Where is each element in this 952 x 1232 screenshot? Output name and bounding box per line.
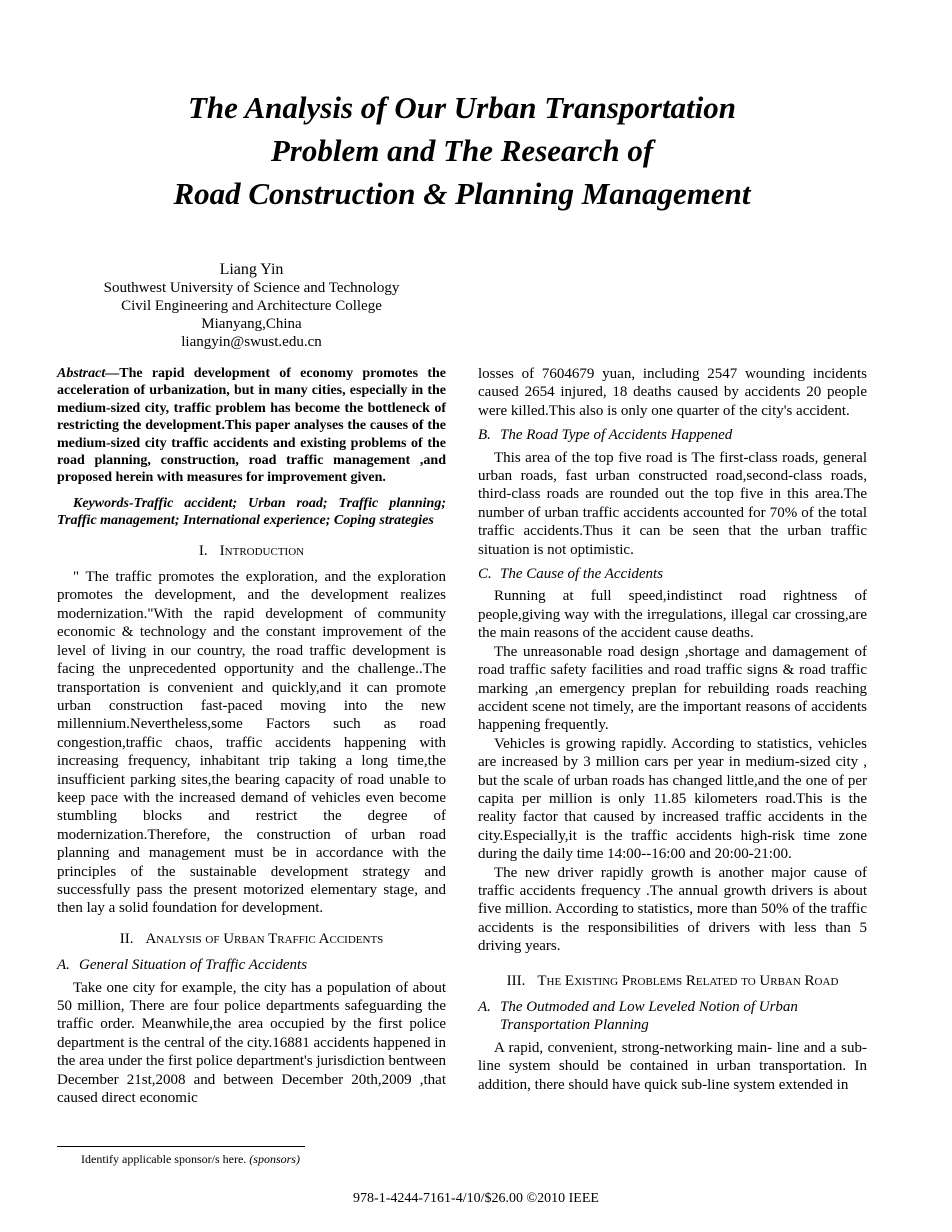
- author-block: [57, 261, 446, 351]
- cause-paragraph-1: Running at full speed,indistinct road rightness of people,giving way with the irregulations, illegal car crossing,are the main reasons of the accident cause deaths.: [478, 588, 867, 642]
- subsection-heading-cause: [478, 565, 867, 583]
- sponsor-note: [57, 1152, 347, 1167]
- section-title: Introduction: [219, 542, 305, 559]
- section-heading-analysis: [57, 930, 446, 948]
- subsection-title: The Outmoded and Low Leveled Notion of Urban Transportation Planning: [500, 999, 798, 1034]
- subsection-letter: C.: [478, 566, 492, 583]
- subsection-heading-road-type: [478, 426, 867, 444]
- section-number: III.: [506, 972, 526, 989]
- subsection-letter: A.: [478, 999, 491, 1015]
- subsection-title: General Situation of Traffic Accidents: [79, 957, 308, 974]
- section-heading-introduction: [57, 542, 446, 560]
- keywords-paragraph: Keywords-Traffic accident; Urban road; Traffic planning; Traffic management; International experience; Coping strategies: [57, 495, 446, 529]
- title-line-1: The Analysis of Our Urban Transportation: [187, 90, 737, 125]
- section-title: The Existing Problems Related to Urban Road: [537, 972, 839, 989]
- subsection-heading-outmoded-notion: [478, 998, 867, 1035]
- abstract-text: The rapid development of economy promotes the acceleration of urbanization, but in many cities, especially in the medium-sized city, traffic problem has become the bottleneck of restricting the development.This paper analyses the causes of the medium-sized city traffic accidents and existing problems of the road planning, construction, road traffic management ,and proposed herein with measures for improvement given.: [57, 366, 446, 486]
- copyright-notice: 978-1-4244-7161-4/10/$26.00 ©2010 IEEE: [353, 1191, 599, 1206]
- cause-paragraph-2: The unreasonable road design ,shortage and damagement of road traffic safety facilities and road traffic signs & road traffic marking ,an emergency preplan for rebuilding roads reaching accident scene not timely, are the important reasons of accidents happening frequently.: [478, 643, 867, 734]
- general-situation-paragraph: Take one city for example, the city has a population of about 50 million, There are four police departments safeguarding the traffic order. Meanwhile,the area occupied by the first police department is the central of the city.16881 accidents happened in the area under the first police department's jurisdiction bentween December 21st,2008 and between December 20th,2009 ,that caused direct economic: [57, 979, 446, 1107]
- author-affiliation: Southwest University of Science and Technology: [103, 280, 400, 296]
- title-line-2: Problem and The Research of: [270, 133, 654, 168]
- section-number: I.: [198, 542, 208, 559]
- sponsor-divider: [57, 1146, 305, 1147]
- subsection-letter: B.: [478, 427, 491, 444]
- section-title: Analysis of Urban Traffic Accidents: [145, 930, 384, 947]
- title-line-3: Road Construction & Planning Management: [173, 176, 751, 211]
- cause-paragraph-4: The new driver rapidly growth is another major cause of traffic accidents frequency .The annual growth drivers is about five million. According to statistics, more than 50% of the traffic accidents is the responsibilities of drivers with less than 5 driving years.: [478, 864, 867, 955]
- two-column-body: [57, 365, 867, 1107]
- abstract-label: Abstract—: [57, 366, 120, 381]
- abstract-paragraph: [57, 365, 446, 487]
- subsection-letter: A.: [57, 957, 70, 974]
- sponsor-note-italic: (sponsors): [249, 1152, 300, 1166]
- sponsor-footnote: [57, 1146, 347, 1167]
- right-column: [478, 365, 867, 1107]
- author-email: liangyin@swust.edu.cn: [181, 334, 322, 350]
- section-heading-existing-problems: [478, 972, 867, 990]
- page-title: [57, 86, 867, 215]
- subsection-title: The Road Type of Accidents Happened: [500, 427, 733, 444]
- author-location: Mianyang,China: [201, 316, 302, 332]
- section-number: II.: [119, 930, 134, 947]
- subsection-heading-general-situation: [57, 956, 446, 974]
- subsection-title: The Cause of the Accidents: [500, 566, 664, 583]
- road-type-paragraph: This area of the top five road is The first-class roads, general urban roads, fast urban constructed road,second-class roads, third-class roads are rounded out the top five in this area.The number of urban traffic accidents accounted for 70% of the total traffic accidents.Thus it can be seen that the urban traffic situation is not optimistic.: [478, 449, 867, 558]
- intro-paragraph: " The traffic promotes the exploration, and the exploration promotes the development, and the development realizes modernization."With the rapid development of community economic & technology and the constant improvement of the level of living in our country, the road traffic development is facing the unprecedented opportunity and the challenge..The transportation is convenient and quickly,and it can promote urban construction fast-paced moving into the new millennium.Nevertheless,some Factors such as road congestion,traffic chaos, traffic accidents happening with increasing frequency, inhabitant trip taking a long time,the insufficient parking sites,the bearing capacity of road unable to keep pace with the increased demand of vehicles even become stumbling blocks and restrict the degree of modernization.Therefore, the construction of urban road planning and management must be in accordance with the principles of the sustainable development strategy and successfully pass the present motorized elementary stage, and then lay a solid foundation for development.: [57, 569, 446, 917]
- left-column: [57, 365, 446, 1107]
- planning-paragraph: A rapid, convenient, strong-networking main- line and a sub-line system should be contained in urban transportation. In addition, there should have quick sub-line system extended in: [478, 1039, 867, 1093]
- author-college: Civil Engineering and Architecture College: [121, 298, 382, 314]
- cause-paragraph-3: Vehicles is growing rapidly. According to statistics, vehicles are increased by 3 million cars per year in medium-sized city , but the scale of urban roads has changed little,and the one of per capita per million is only 11.85 kilometers road.This is the reality factor that caused by increased traffic accidents in the city.Especially,it is the traffic accidents high-risk time zone during the daily time 14:00--16:00 and 20:00-21:00.: [478, 735, 867, 863]
- sponsor-note-text: Identify applicable sponsor/s here.: [81, 1152, 247, 1166]
- author-name: Liang Yin: [219, 261, 284, 278]
- continuation-paragraph: losses of 7604679 yuan, including 2547 wounding incidents caused 2654 injured, 18 deaths caused by accidents 20 people were killed.This also is only one quarter of the city's accident.: [478, 366, 867, 419]
